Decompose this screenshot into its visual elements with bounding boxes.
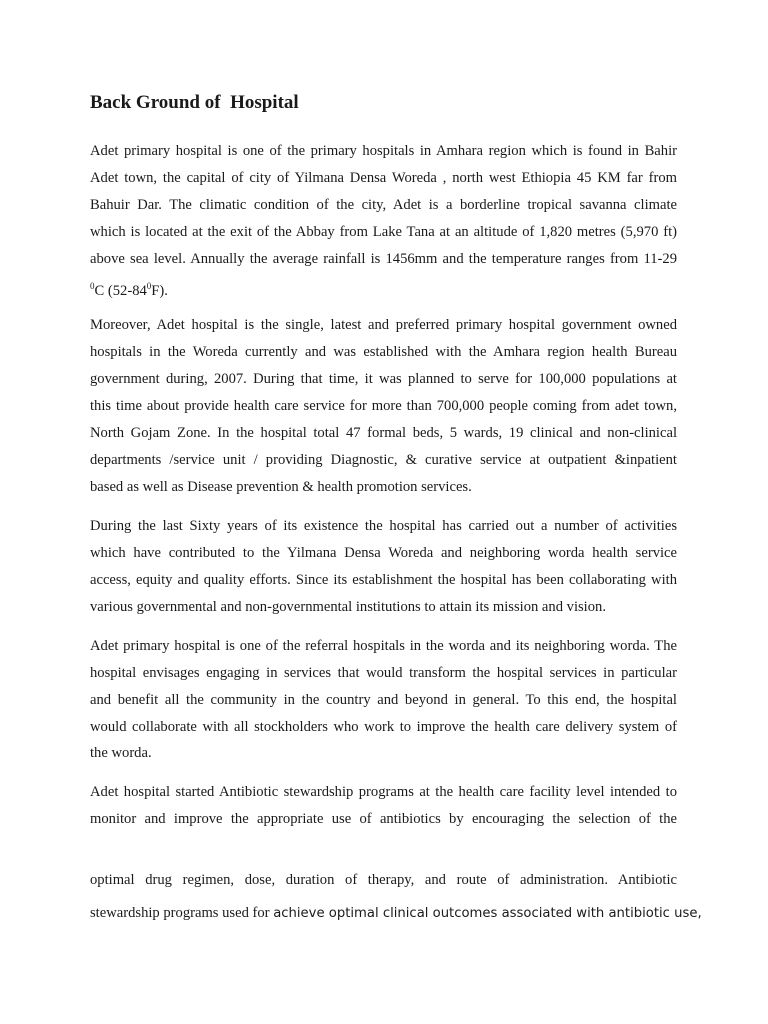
paragraph-2-line-1: Moreover, Adet hospital is the single, latest and preferred primary hospital government owned	[90, 317, 677, 333]
line-serif-part: stewardship programs used for	[90, 905, 274, 921]
paragraph-2-line-5: North Gojam Zone. In the hospital total 47 formal beds, 5 wards, 19 clinical and non-clinical	[90, 425, 677, 441]
temperature-fahrenheit: F).	[151, 283, 168, 299]
paragraph-5-line-2: monitor and improve the appropriate use of antibiotics by encouraging the selection of the	[90, 811, 677, 827]
paragraph-4-line-3: and benefit all the community in the country and beyond in general. To this end, the hospital	[90, 692, 677, 708]
paragraph-2-line-6: departments /service unit / providing Diagnostic, & curative service at outpatient &inpatient	[90, 452, 677, 468]
temperature-celsius: C (52-84	[94, 283, 147, 299]
paragraph-3-line-4: various governmental and non-governmental institutions to attain its mission and vision.	[90, 599, 606, 615]
paragraph-1-line-5: above sea level. Annually the average rainfall is 1456mm and the temperature ranges from 11-29	[90, 251, 677, 267]
paragraph-3-line-3: access, equity and quality efforts. Since its establishment the hospital has been collaborating with	[90, 572, 677, 588]
paragraph-1-line-6	[90, 276, 677, 301]
page-title: Back Ground of Hospital	[90, 92, 299, 113]
paragraph-1-line-3: Bahuir Dar. The climatic condition of the city, Adet is a borderline tropical savanna climate	[90, 197, 677, 213]
paragraph-2-line-7: based as well as Disease prevention & health promotion services.	[90, 479, 472, 495]
paragraph-3-line-2: which have contributed to the Yilmana Densa Woreda and neighboring worda health service	[90, 545, 677, 561]
superscript-degree: 0	[146, 281, 152, 291]
paragraph-5-line-4	[90, 903, 702, 924]
paragraph-4-line-1: Adet primary hospital is one of the referral hospitals in the worda and its neighboring worda. The	[90, 638, 677, 654]
paragraph-5-line-3: optimal drug regimen, dose, duration of therapy, and route of administration. Antibiotic	[90, 872, 677, 888]
paragraph-5-line-1: Adet hospital started Antibiotic stewardship programs at the health care facility level intended to	[90, 784, 677, 800]
paragraph-1-line-4: which is located at the exit of the Abbay from Lake Tana at an altitude of 1,820 metres (5,970 ft)	[90, 224, 677, 240]
paragraph-3-line-1: During the last Sixty years of its existence the hospital has carried out a number of activities	[90, 518, 677, 534]
paragraph-2-line-2: hospitals in the Woreda currently and was established with the Amhara region health Bureau	[90, 344, 677, 360]
paragraph-4-line-4: would collaborate with all stockholders who work to improve the health care delivery system of	[90, 719, 677, 735]
paragraph-1-line-2: Adet town, the capital of city of Yilmana Densa Woreda , north west Ethiopia 45 KM far from	[90, 170, 677, 186]
superscript-degree: 0	[90, 281, 95, 291]
paragraph-2-line-3: government during, 2007. During that time, it was planned to serve for 100,000 populations at	[90, 371, 677, 387]
paragraph-4-line-2: hospital envisages engaging in services that would transform the hospital services in particular	[90, 665, 677, 681]
paragraph-4-line-5: the worda.	[90, 745, 152, 761]
paragraph-2-line-4: this time about provide health care service for more than 700,000 people coming from adet town,	[90, 398, 677, 414]
line-sans-part: achieve optimal clinical outcomes associated with antibiotic use,	[273, 906, 702, 921]
paragraph-1-line-1: Adet primary hospital is one of the primary hospitals in Amhara region which is found in Bahir	[90, 143, 677, 159]
